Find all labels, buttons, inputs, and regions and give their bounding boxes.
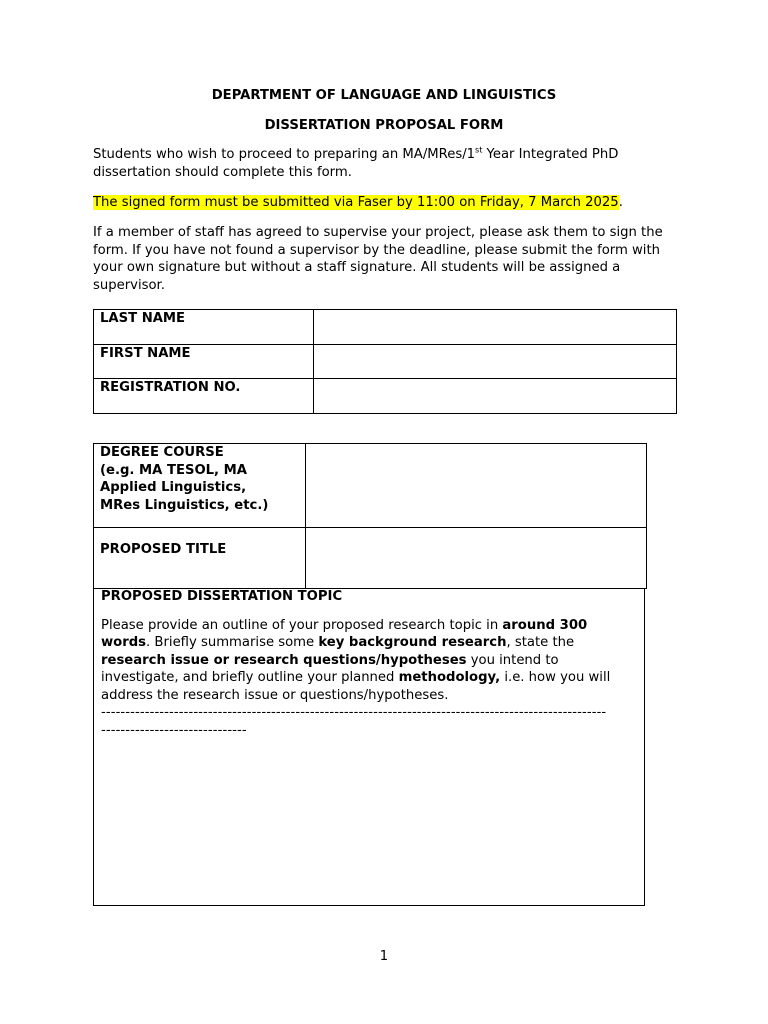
intro-line1-start: Students who wish to proceed to preparing an MA/MRes/1 [93,147,476,162]
deadline-paragraph [93,194,678,212]
registration-field[interactable] [314,379,677,414]
table-row [94,379,677,414]
dashed-separator-line-2: ------------------------------ [101,722,247,738]
form-title: DISSERTATION PROPOSAL FORM [264,118,504,133]
proposed-topic-heading: PROPOSED DISSERTATION TOPIC [101,589,343,604]
topic-text-4: you intend to investigate, and briefly outline your planned [101,652,559,685]
intro-line1-end: Year Integrated PhD [482,147,619,162]
student-details-table [93,309,677,414]
proposed-title-field[interactable] [306,528,647,589]
proposed-title-label: PROPOSED TITLE [94,528,306,589]
first-name-label: FIRST NAME [94,345,314,379]
first-name-field[interactable] [314,345,677,379]
table-row [94,310,677,345]
topic-text-3: , state the [506,635,575,650]
topic-text-1: Please provide an outline of your proposed research topic in [101,617,503,633]
degree-course-label: DEGREE COURSE [100,445,224,460]
registration-label: REGISTRATION NO. [94,379,314,414]
department-heading: DEPARTMENT OF LANGUAGE AND LINGUISTICS [211,88,557,103]
topic-bold-word-count: around 300 words [101,617,588,650]
table-row [94,345,677,379]
intro-paragraph [93,146,678,181]
last-name-label: LAST NAME [94,310,314,345]
degree-course-hint: (e.g. MA TESOL, MA Applied Linguistics, MRes Linguistics, etc.) [100,462,269,513]
topic-bold-methodology: methodology, [398,670,501,685]
deadline-period: . [618,195,623,210]
topic-text-2: . Briefly summarise some [146,635,319,650]
topic-instructions [101,617,636,705]
topic-bold-research-issue: research issue or research questions/hypotheses [101,652,467,668]
degree-course-cell [94,444,306,528]
topic-text-5: i.e. how you will address the research issue or questions/hypotheses. [101,670,611,703]
deadline-highlight: The signed form must be submitted via Faser by 11:00 on Friday, 7 March 2025 [93,195,619,210]
proposed-topic-box[interactable] [93,588,645,906]
degree-course-field[interactable] [306,444,647,528]
topic-bold-background: key background research [318,635,507,650]
course-details-table [93,443,647,589]
intro-superscript: st [475,145,483,155]
supervisor-note: If a member of staff has agreed to supervise your project, please ask them to sign the form. If you have not found a supervisor by the deadline, please submit the form with your own signature but without a staff signature. All students will be assigned a supervisor. [93,225,663,293]
dashed-separator-line-1: -------------------------------------------------------------------------------------------------------- [101,705,607,720]
intro-line2: dissertation should complete this form. [93,164,352,180]
last-name-field[interactable] [314,310,677,345]
table-row [94,444,647,528]
page-number: 1 [379,949,389,964]
table-row [94,528,647,589]
proposed-topic-content [101,589,641,739]
